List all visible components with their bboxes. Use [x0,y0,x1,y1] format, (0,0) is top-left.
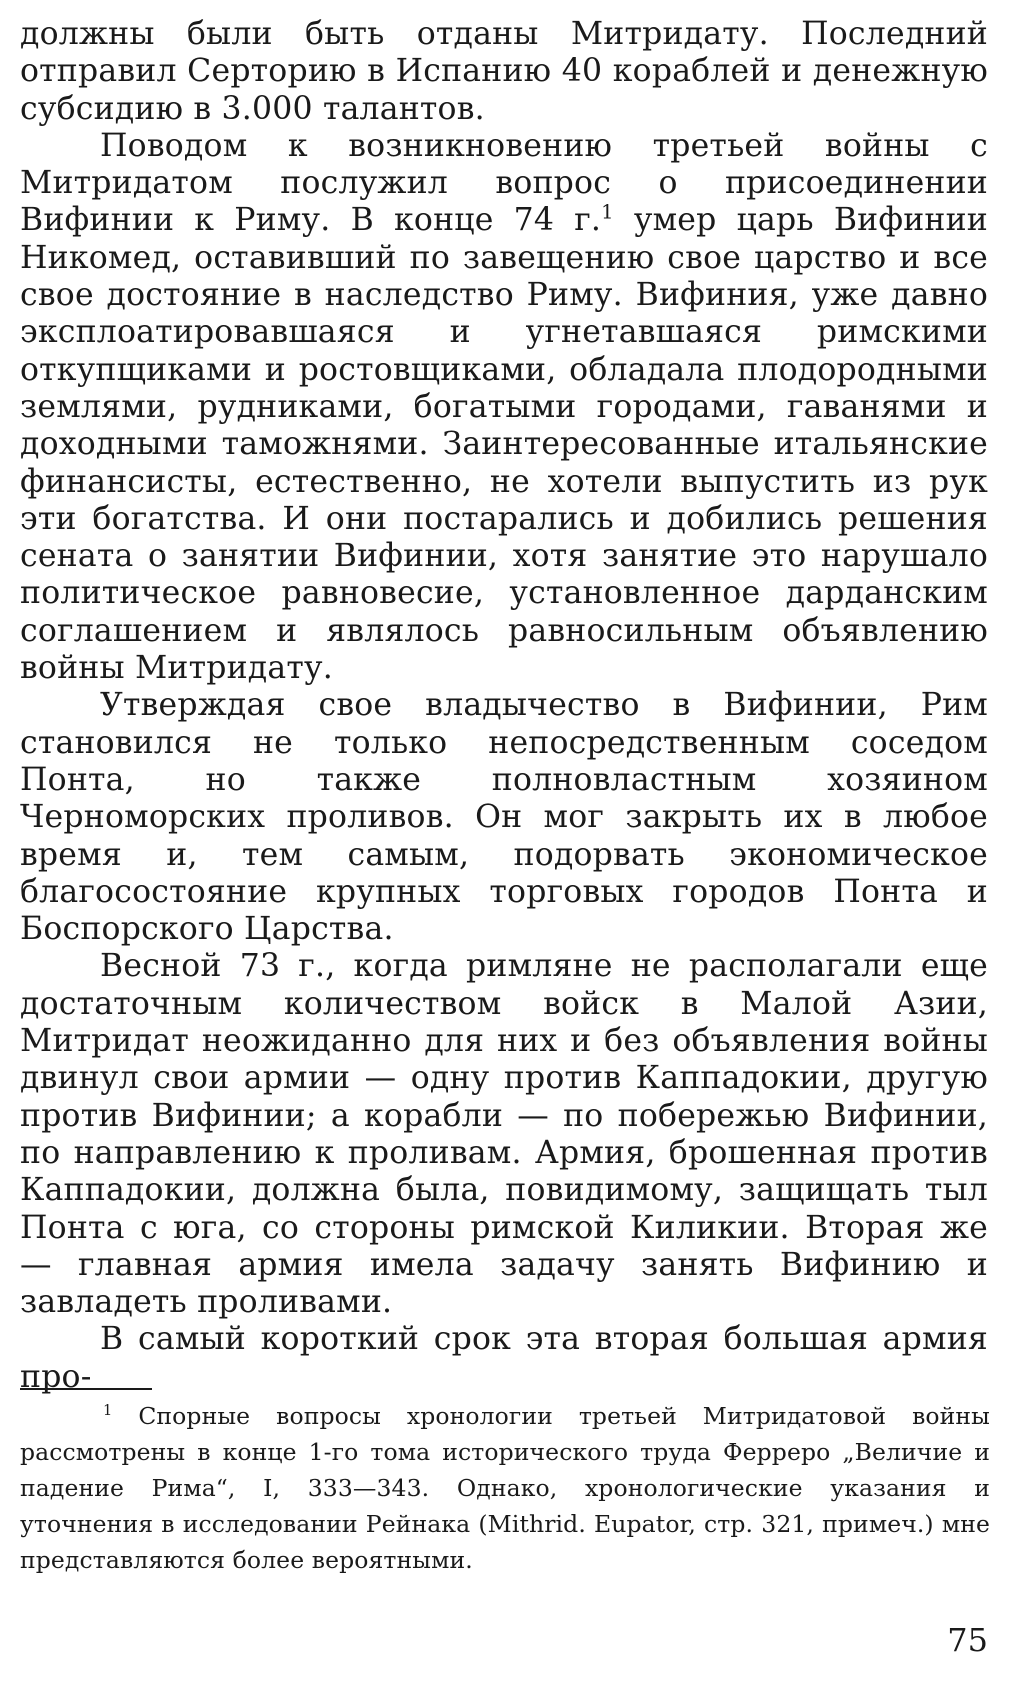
footnote [20,1398,990,1578]
paragraph-3: Утверждая свое владычество в Вифинии, Рим становился не только непосредственным соседом Понта, но также полновластным хозяином Черноморских проливов. Он мог закрыть их в любое время и, тем самым, подорвать экономическое благосостояние крупных торговых городов Понта и Боспорского Царства. [20,687,988,948]
main-text [20,16,988,1396]
paragraph-2 [20,128,988,687]
page-number: 75 [947,1621,988,1659]
footnote-text: Спорные вопросы хронологии третьей Митридатовой войны рассмотрены в конце 1-го тома исторического труда Ферреро „Величие и падение Рима“, I, 333—343. Однако, хронологические указания и уточнения в исследовании Рейнака (Mithrid. Eupator, стр. 321, примеч.) мне представляются более вероятными. [20,1402,990,1574]
footnote-reference: 1 [601,200,614,224]
footnote-divider [20,1388,152,1390]
paragraph-4: Весной 73 г., когда римляне не располагали еще достаточным количеством войск в Малой Азии, Митридат неожиданно для них и без объявления войны двинул свои армии — одну против Каппадокии, другую против Вифинии; а корабли — по побережью Вифинии, по направлению к проливам. Армия, брошенная против Каппадокии, должна была, повидимому, защищать тыл Понта с юга, со стороны римской Киликии. Вторая же — главная армия имела задачу занять Вифинию и завладеть проливами. [20,948,988,1321]
paragraph-5: В самый короткий срок эта вторая большая армия про- [20,1321,988,1395]
paragraph-2-text-after-note: умер царь Вифинии Никомед, оставивший по завещению свое царство и все свое достояние в наследство Риму. Вифиния, уже давно эксплоатировавшаяся и угнетавшаяся римскими откупщиками и ростовщиками, обладала плодородными землями, рудниками, богатыми городами, гаванями и доходными таможнями. Заинтересованные итальянские финансисты, естественно, не хотели выпустить из рук эти богатства. И они постарались и добились решения сената о занятии Вифинии, хотя занятие это нарушало политическое равновесие, установленное дарданским соглашением и являлось равносильным объявлению войны Митридату. [20,202,989,687]
footnote-marker: 1 [103,1402,113,1420]
paragraph-2-text-before-note: Поводом к возникновению третьей войны с Митридатом послужил вопрос о присоединении Вифинии к Риму. В конце 74 г. [20,127,988,239]
paragraph-1: должны были быть отданы Митридату. Последний отправил Серторию в Испанию 40 кораблей и денежную субсидию в 3.000 талантов. [20,16,988,127]
